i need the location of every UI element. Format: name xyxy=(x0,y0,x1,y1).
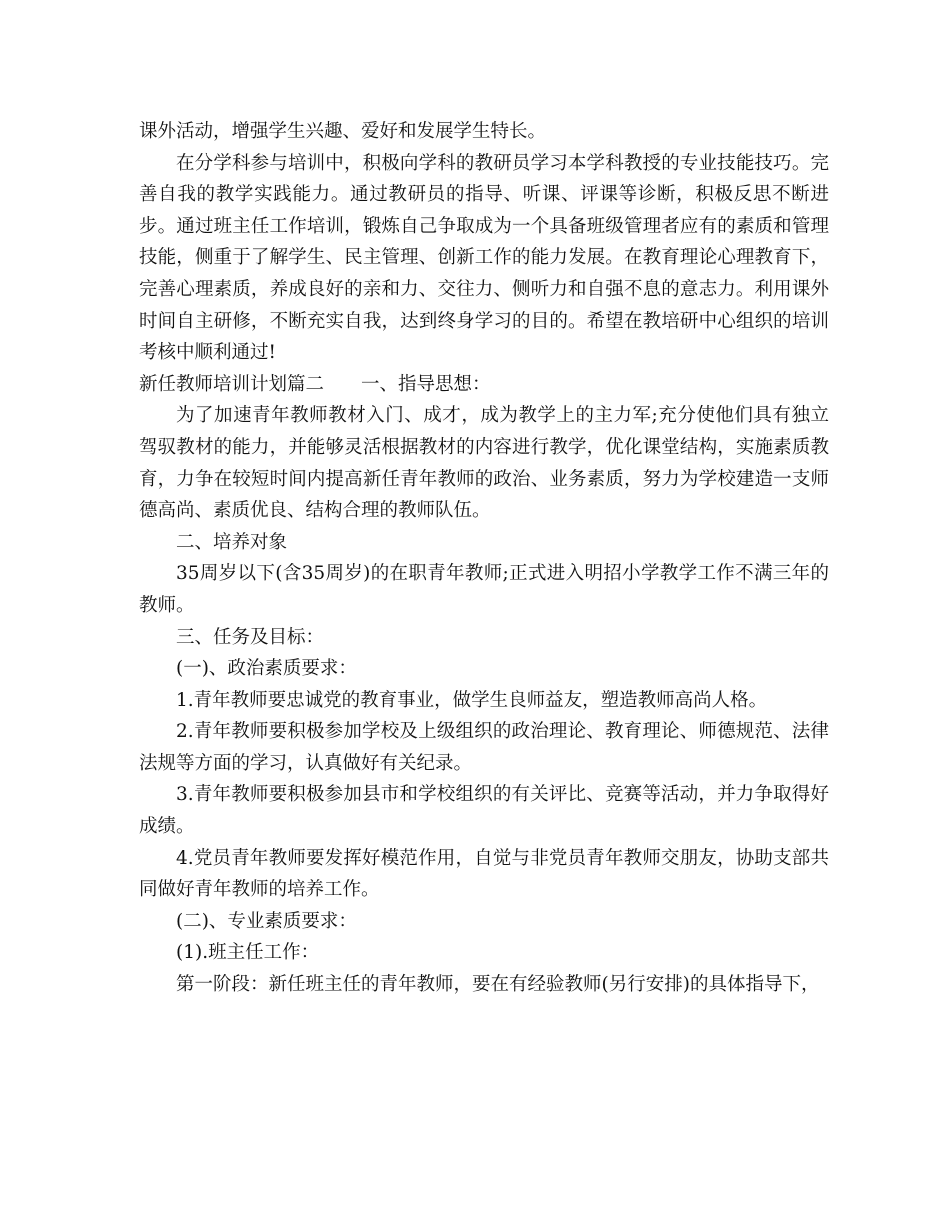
list-item: 1.青年教师要忠诚党的教育事业，做学生良师益友，塑造教师高尚人格。 xyxy=(176,689,768,711)
paragraph: 课外活动，增强学生兴趣、爱好和发展学生特长。 xyxy=(139,121,547,142)
document-body xyxy=(139,116,829,1001)
paragraph: 在分学科参与培训中，积极向学科的教研员学习本学科教授的专业技能技巧。完善自我的教学实践能力。通过教研员的指导、听课、评课等诊断，积极反思不断进步。通过班主任工作培训，锻炼自己争取成为一个具备班级管理者应有的素质和管理技能，侧重于了解学生、民主管理、创新工作的能力发展。在教育理论心理教育下，完善心理素质，养成良好的亲和力、交往力、侧听力和自强不息的意志力。利用课外时间自主研修，不断充实自我，达到终身学习的目的。希望在教培研中心组织的培训考核中顺利通过! xyxy=(139,152,829,364)
paragraph: 为了加速青年教师教材入门、成才，成为教学上的主力军;充分使他们具有独立驾驭教材的能力，并能够灵活根据教材的内容进行教学，优化课堂结构，实施素质教育，力争在较短时间内提高新任青年教师的政治、业务素质，努力为学校建造一支师德高尚、素质优良、结构合理的教师队伍。 xyxy=(139,405,829,522)
list-item: 3.青年教师要积极参加县市和学校组织的有关评比、竞赛等活动，并力争取得好成绩。 xyxy=(139,784,829,838)
subsection-heading: (一)、政治素质要求： xyxy=(176,658,357,680)
section-heading: 三、任务及目标： xyxy=(176,626,325,648)
subsection-heading: (1).班主任工作： xyxy=(176,942,320,964)
list-item: 2.青年教师要积极参加学校及上级组织的政治理论、教育理论、师德规范、法律法规等方面的学习，认真做好有关纪录。 xyxy=(139,721,829,774)
paragraph: 第一阶段：新任班主任的青年教师，要在有经验教师(另行安排)的具体指导下， xyxy=(176,974,820,996)
list-item: 4.党员青年教师要发挥好模范作用，自觉与非党员青年教师交朋友，协助支部共同做好青年教师的培养工作。 xyxy=(139,847,829,901)
subsection-heading: (二)、专业素质要求： xyxy=(176,910,357,932)
section-heading: 二、培养对象 xyxy=(176,531,288,553)
section-heading: 新任教师培训计划篇二 一、指导思想： xyxy=(139,373,491,395)
paragraph: 35周岁以下(含35周岁)的在职青年教师;正式进入明招小学教学工作不满三年的教师。 xyxy=(139,563,829,616)
